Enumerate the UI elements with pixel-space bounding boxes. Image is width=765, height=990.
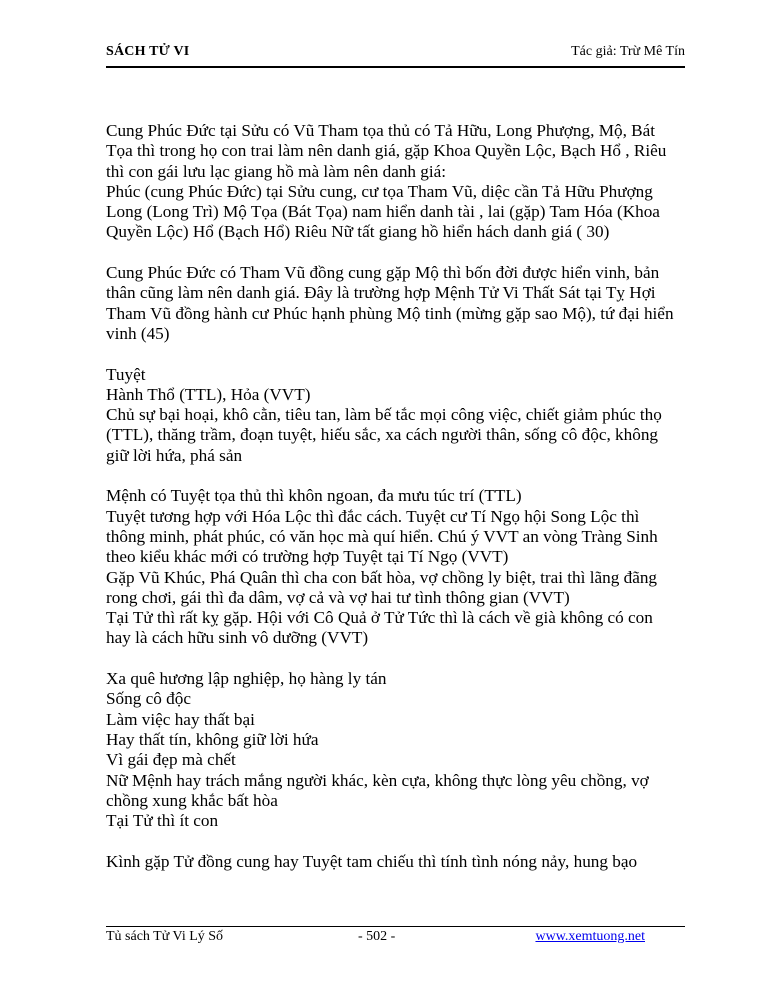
paragraph-line: Mệnh có Tuyệt tọa thủ thì khôn ngoan, đa mưu túc trí (TTL) bbox=[106, 486, 522, 506]
section-heading: Tuyệt bbox=[106, 364, 146, 384]
paragraph-line: Phúc (cung Phúc Đức) tại Sửu cung, cư tọa Tham Vũ, diệc cần Tả Hữu Phượng Long (Long Trì) Mộ Tọa (Bát Tọa) nam hiển danh tài , lai (gặp) Tam Hóa (Khoa Quyền Lộc) Hổ (Bạch Hổ) Riêu Nữ tất giang hồ hiển hách danh giá ( 30) bbox=[106, 181, 660, 242]
paragraph-line: Gặp Vũ Khúc, Phá Quân thì cha con bất hòa, vợ chồng ly biệt, trai thì lãng đãng rong chơi, gái thì đa dâm, vợ cả và vợ hai tư tình thông gian (VVT) bbox=[106, 567, 658, 607]
paragraph-line: Hay thất tín, không giữ lời hứa bbox=[106, 729, 319, 749]
paragraph-line: Cung Phúc Đức có Tham Vũ đồng cung gặp Mộ thì bốn đời được hiển vinh, bản thân cũng làm nên danh giá. Đây là trường hợp Mệnh Tử Vi Thất Sát tại Tỵ Hợi Tham Vũ đồng hành cư Phúc hạnh phùng Mộ tinh (mừng gặp sao Mộ), tứ đại hiển vinh (45) bbox=[106, 263, 674, 343]
paragraph-line: Tại Tử thì rất kỵ gặp. Hội với Cô Quả ở Tử Tức thì là cách về già không có con hay là cách hữu sinh vô dưỡng (VVT) bbox=[106, 608, 653, 648]
paragraph-line: Tại Tử thì ít con bbox=[106, 811, 219, 831]
author-credit: Tác giả: Trừ Mê Tín bbox=[571, 44, 685, 59]
paragraph-line: Vì gái đẹp mà chết bbox=[106, 750, 236, 770]
website-link[interactable]: www.xemtuong.net bbox=[535, 929, 645, 944]
paragraph-line: Kình gặp Tử đồng cung hay Tuyệt tam chiếu thì tính tình nóng nảy, hung bạo bbox=[106, 851, 638, 871]
paragraph-line: Xa quê hương lập nghiệp, họ hàng ly tán bbox=[106, 669, 387, 689]
paragraph-line: Chủ sự bại hoại, khô cằn, tiêu tan, làm bế tắc mọi công việc, chiết giảm phúc thọ (TTL), thăng trầm, đoạn tuyệt, hiếu sắc, xa cách người thân, sống cô độc, không giữ lời hứa, phá sản bbox=[106, 405, 662, 465]
footer-series: Tủ sách Tử Vi Lý Số bbox=[106, 929, 224, 944]
page-footer bbox=[106, 926, 685, 949]
paragraph-line: Nữ Mệnh hay trách mắng người khác, kèn cựa, không thực lòng yêu chồng, vợ chồng xung khắc bất hòa bbox=[106, 770, 649, 810]
page-header bbox=[106, 44, 685, 68]
paragraph-line: Cung Phúc Đức tại Sửu có Vũ Tham tọa thủ có Tả Hữu, Long Phượng, Mộ, Bát Tọa thì trong họ con trai làm nên danh giá, gặp Khoa Quyền Lộc, Bạch Hổ , Riêu thì con gái lưu lạc giang hồ mà làm nên danh giá: bbox=[106, 121, 667, 181]
paragraph-line: Hành Thổ (TTL), Hỏa (VVT) bbox=[106, 384, 311, 404]
paragraph-line: Tuyệt tương hợp với Hóa Lộc thì đắc cách. Tuyệt cư Tí Ngọ hội Song Lộc thì thông minh, phát phúc, có văn học mà quí hiển. Chú ý VVT an vòng Tràng Sinh theo kiểu khác mới có trường hợp Tuyệt tại Tí Ngọ (VVT) bbox=[106, 506, 658, 567]
paragraph-line: Sống cô độc bbox=[106, 689, 191, 709]
page-body bbox=[106, 121, 681, 872]
paragraph-line: Làm việc hay thất bại bbox=[106, 709, 255, 729]
book-title: SÁCH TỬ VI bbox=[106, 44, 190, 59]
page-number: - 502 - bbox=[358, 929, 396, 944]
